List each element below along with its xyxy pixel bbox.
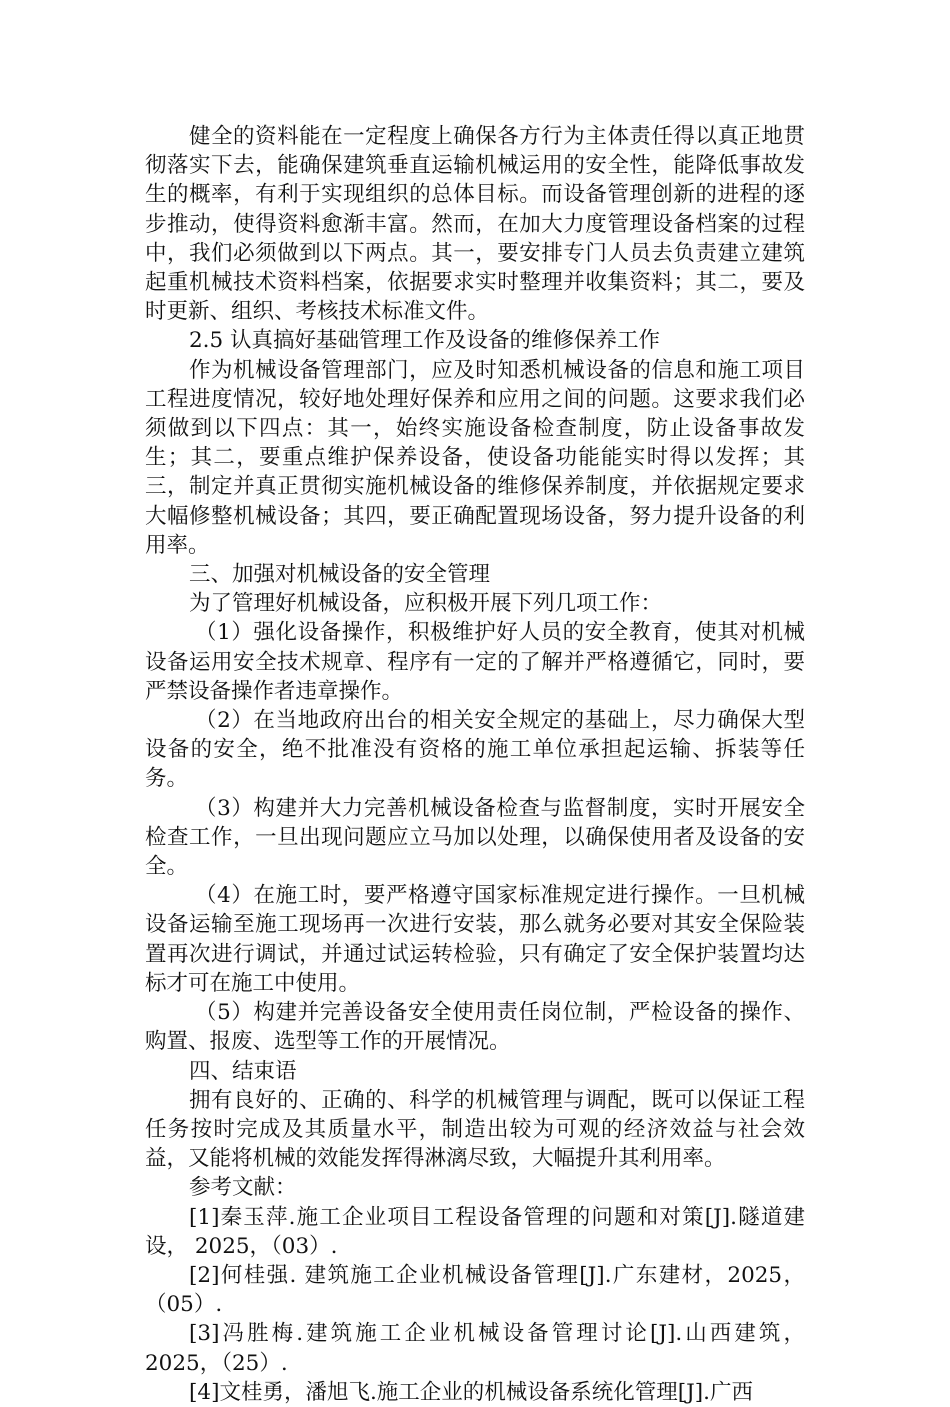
reference-item: [3]冯胜梅.建筑施工企业机械设备管理讨论[J].山西建筑，2025，（25）. xyxy=(145,1321,805,1376)
list-item: （5）构建并完善设备安全使用责任岗位制，严检设备的操作、购置、报废、选型等工作的开展情况。 xyxy=(145,1000,805,1055)
reference-item: [1]秦玉萍.施工企业项目工程设备管理的问题和对策[J].隧道建设， 2025，（03）. xyxy=(145,1204,805,1259)
list-item: （1）强化设备操作，积极维护好人员的安全教育，使其对机械设备运用安全技术规章、程序有一定的了解并严格遵循它，同时，要严禁设备操作者违章操作。 xyxy=(145,620,805,704)
body-paragraph: 作为机械设备管理部门，应及时知悉机械设备的信息和施工项目工程进度情况，较好地处理好保养和应用之间的问题。这要求我们必须做到以下四点：其一，始终实施设备检查制度，防止设备事故发生；其二，要重点维护保养设备，使设备功能能实时得以发挥；其三，制定并真正贯彻实施机械设备的维修保养制度，并依据规定要求大幅修整机械设备；其四，要正确配置现场设备，努力提升设备的利用率。 xyxy=(145,357,805,558)
list-item: （3）构建并大力完善机械设备检查与监督制度，实时开展安全检查工作，一旦出现问题应立马加以处理，以确保使用者及设备的安全。 xyxy=(145,795,805,880)
references-heading: 参考文献： xyxy=(189,1175,297,1201)
list-item: （4）在施工时，要严格遵守国家标准规定进行操作。一旦机械设备运输至施工现场再一次进行安装，那么就务必要对其安全保险装置再次进行调试，并通过试运转检验，只有确定了安全保护装置均达标才可在施工中使用。 xyxy=(145,883,805,996)
list-item: （2）在当地政府出台的相关安全规定的基础上，尽力确保大型设备的安全，绝不批准没有资格的施工单位承担起运输、拆装等任务。 xyxy=(145,708,805,792)
body-paragraph: 拥有良好的、正确的、科学的机械管理与调配，既可以保证工程任务按时完成及其质量水平，制造出较为可观的经济效益与社会效益，又能将机械的效能发挥得淋漓尽致，大幅提升其利用率。 xyxy=(145,1087,805,1172)
section-heading: 四、结束语 xyxy=(189,1058,297,1084)
section-heading: 2.5 认真搞好基础管理工作及设备的维修保养工作 xyxy=(189,328,661,354)
reference-item: [2]何桂强. 建筑施工企业机械设备管理[J].广东建材，2025，（05）. xyxy=(145,1262,805,1318)
body-paragraph: 为了管理好机械设备，应积极开展下列几项工作： xyxy=(189,591,663,617)
document-page xyxy=(145,122,805,1407)
body-paragraph: 健全的资料能在一定程度上确保各方行为主体责任得以真正地贯彻落实下去，能确保建筑垂直运输机械运用的安全性，能降低事故发生的概率，有利于实现组织的总体目标。而设备管理创新的进程的逐步推动，使得资料愈渐丰富。然而，在加大力度管理设备档案的过程中，我们必须做到以下两点。其一，要安排专门人员去负责建立建筑起重机械技术资料档案，依据要求实时整理并收集资料；其二，要及时更新、组织、考核技术标准文件。 xyxy=(145,124,805,325)
section-heading: 三、加强对机械设备的安全管理 xyxy=(189,562,491,588)
reference-item: [4]文桂勇，潘旭飞.施工企业的机械设备系统化管理[J].广西 xyxy=(189,1379,754,1405)
